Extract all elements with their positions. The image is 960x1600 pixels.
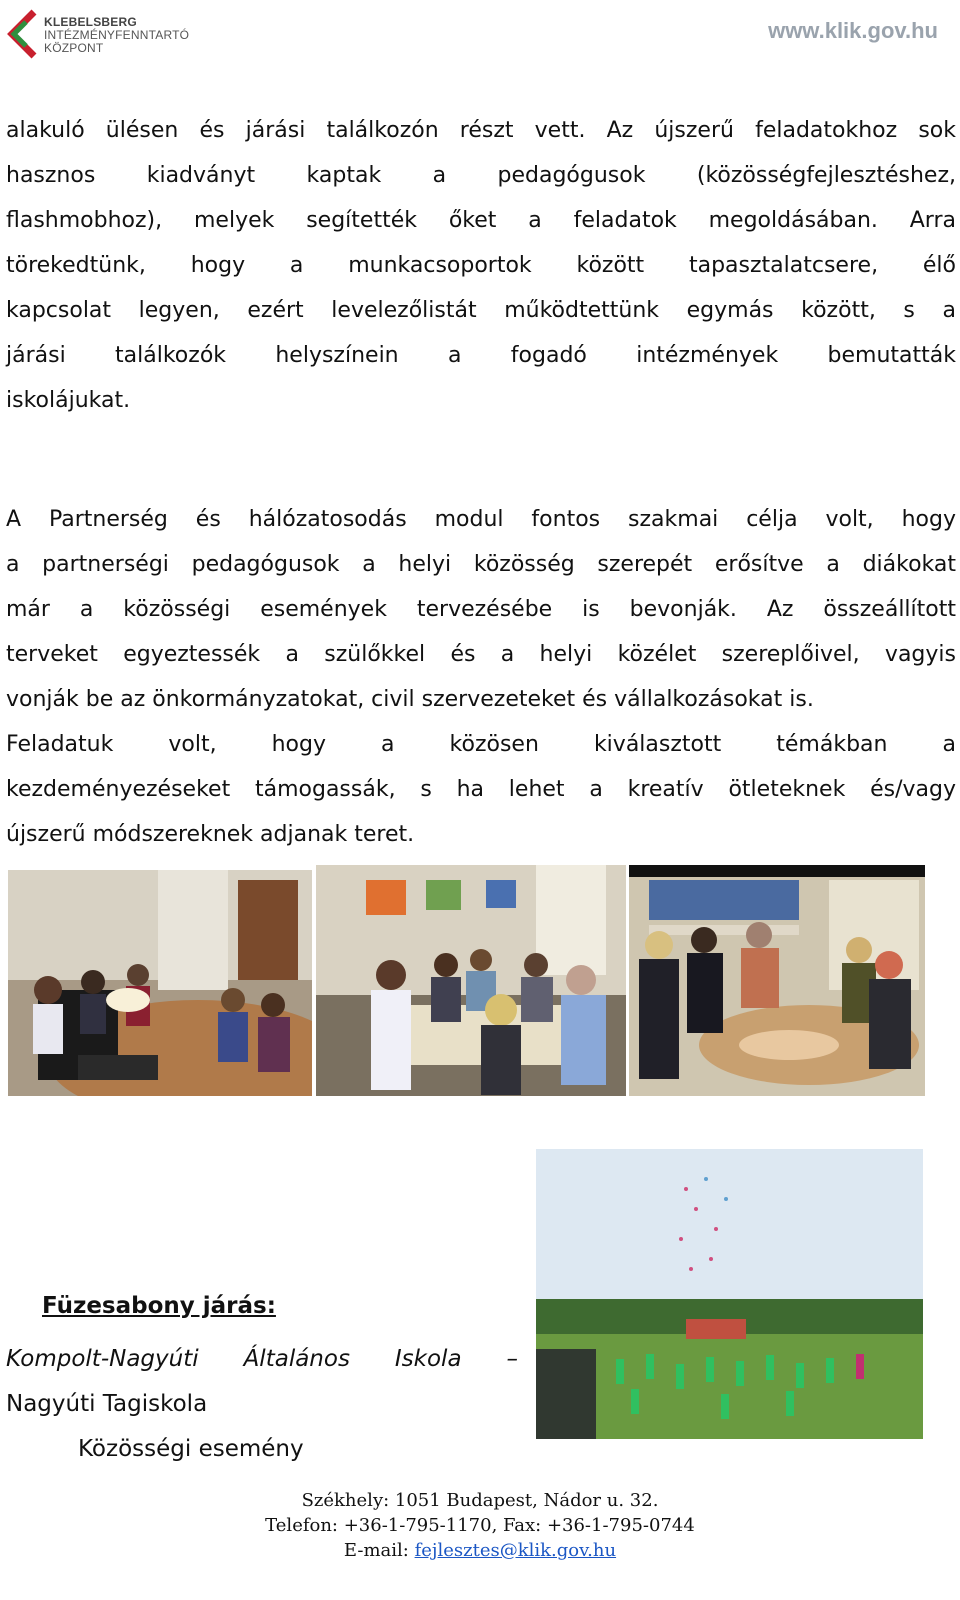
- paragraph-2-line: Feladatuk volt, hogy a közösen kiválasztott témákban a: [6, 732, 956, 757]
- site-url[interactable]: www.klik.gov.hu: [768, 18, 938, 43]
- paragraph-2: [6, 497, 956, 857]
- paragraph-1-line: iskolájukat.: [6, 388, 131, 413]
- paragraph-2-line: terveket egyeztessék a szülőkkel és a helyi közélet szereplőivel, vagyis: [6, 642, 956, 667]
- school-name: [6, 1337, 518, 1427]
- footer-email-link[interactable]: fejlesztes@klik.gov.hu: [414, 1540, 617, 1561]
- school-name-word: –: [506, 1346, 518, 1372]
- logo-line-3: KÖZPONT: [44, 41, 104, 55]
- event-caption: Közösségi esemény: [78, 1436, 304, 1462]
- meeting-photo-3: [629, 865, 925, 1096]
- paragraph-1-line: flashmobhoz), melyek segítették őket a feladatok megoldásában. Arra: [6, 208, 956, 233]
- paragraph-1-line: alakuló ülésen és járási találkozón részt vett. Az újszerű feladatokhoz sok: [6, 118, 956, 143]
- paragraph-1-line: járási találkozók helyszínein a fogadó intézmények bemutatták: [6, 343, 956, 368]
- klik-logo: [4, 8, 190, 60]
- paragraph-2-line: a partnerségi pedagógusok a helyi közösség szerepét erősítve a diákokat: [6, 552, 956, 577]
- balloon-event-photo: [536, 1149, 923, 1439]
- paragraph-2-line: már a közösségi események tervezésébe is bevonják. Az összeállított: [6, 597, 956, 622]
- school-name-word: Általános: [243, 1346, 350, 1372]
- page-footer: [0, 1488, 960, 1563]
- paragraph-2-line: újszerű módszereknek adjanak teret.: [6, 822, 415, 847]
- logo-line-2: INTÉZMÉNYFENNTARTÓ: [44, 28, 190, 42]
- paragraph-1-line: törekedtünk, hogy a munkacsoportok között tapasztalatcsere, élő: [6, 253, 956, 278]
- paragraph-2-line: kezdeményezéseket támogassák, s ha lehet a kreatív ötleteknek és/vagy: [6, 777, 956, 802]
- section-heading: Füzesabony járás:: [42, 1293, 276, 1319]
- footer-address: Székhely: 1051 Budapest, Nádor u. 32.: [301, 1490, 659, 1511]
- page-header: [0, 0, 960, 72]
- school-name-line-2: Nagyúti Tagiskola: [6, 1391, 208, 1417]
- logo-text: [44, 16, 189, 55]
- klik-logo-mark-icon: [4, 8, 44, 60]
- school-name-word: Kompolt-Nagyúti: [6, 1346, 199, 1372]
- paragraph-2-line: A Partnerség és hálózatosodás modul fontos szakmai célja volt, hogy: [6, 507, 956, 532]
- paragraph-1-line: kapcsolat legyen, ezért levelezőlistát működtettünk egymás között, s a: [6, 298, 956, 323]
- school-name-line-1: [6, 1337, 518, 1382]
- logo-line-1: KLEBELSBERG: [44, 15, 137, 29]
- meeting-photo-2: [316, 865, 626, 1096]
- footer-email-label: E-mail:: [343, 1540, 415, 1561]
- paragraph-1: [6, 108, 956, 423]
- paragraph-2-line: vonják be az önkormányzatokat, civil szervezeteket és vállalkozásokat is.: [6, 687, 814, 712]
- footer-email-line: [0, 1538, 960, 1563]
- school-name-word: Iskola: [394, 1346, 462, 1372]
- paragraph-1-line: hasznos kiadványt kaptak a pedagógusok (közösségfejlesztéshez,: [6, 163, 956, 188]
- footer-phone: Telefon: +36-1-795-1170, Fax: +36-1-795-0744: [265, 1515, 695, 1536]
- meeting-photo-1: [8, 870, 312, 1096]
